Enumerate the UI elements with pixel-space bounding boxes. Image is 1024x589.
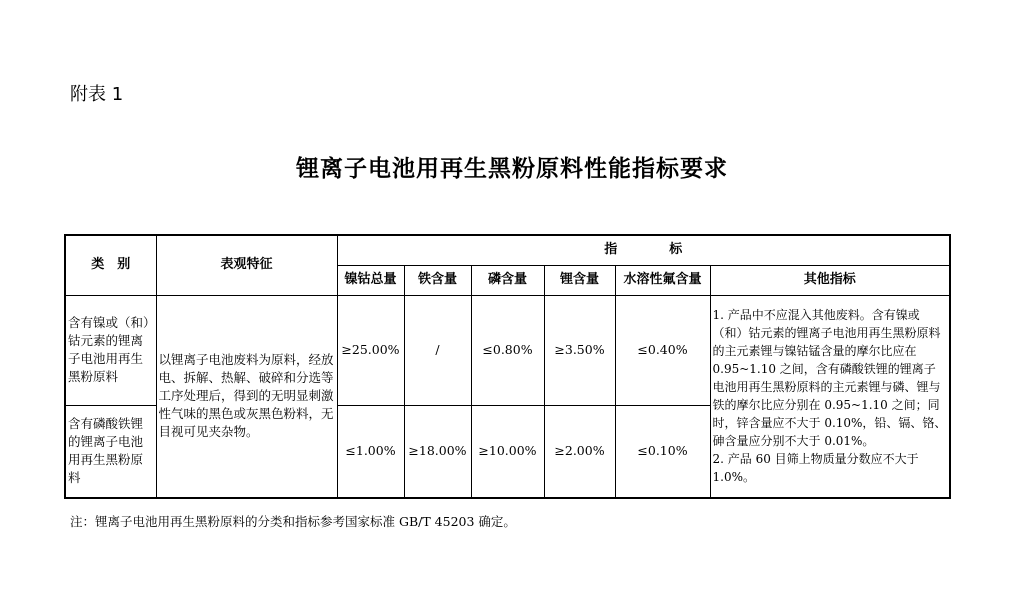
appendix-label: 附表 1 (70, 84, 124, 105)
table-note: 注：锂离子电池用再生黑粉原料的分类和指标参考国家标准 GB/T 45203 确定。 (70, 514, 516, 529)
header-col: 其他指标 (710, 265, 950, 295)
header-col: 磷含量 (471, 265, 544, 295)
cell-value: ≥2.00% (544, 405, 615, 498)
cell-value: ≥3.50% (544, 295, 615, 405)
cell-value: ≤0.80% (471, 295, 544, 405)
cell-value: ≥25.00% (337, 295, 404, 405)
table-row (65, 295, 950, 405)
spec-table (64, 234, 951, 499)
row-category: 含有磷酸铁锂的锂离子电池用再生黑粉原料 (65, 405, 156, 498)
header-row-1 (65, 235, 950, 265)
header-col: 锂含量 (544, 265, 615, 295)
appearance-cell: 以锂离子电池废料为原料，经放电、拆解、热解、破碎和分选等工序处理后，得到的无明显刺激性气味的黑色或灰黑色粉料，无目视可见夹杂物。 (156, 295, 337, 498)
cell-value: ≤1.00% (337, 405, 404, 498)
cell-value: ≥18.00% (404, 405, 471, 498)
header-col: 水溶性氟含量 (615, 265, 710, 295)
cell-value: ≥10.00% (471, 405, 544, 498)
header-col: 镍钴总量 (337, 265, 404, 295)
header-category: 类 别 (65, 235, 156, 295)
cell-value: / (404, 295, 471, 405)
other-indicators-cell: 1. 产品中不应混入其他废料。含有镍或（和）钴元素的锂离子电池用再生黑粉原料的主元素锂与镍钴锰含量的摩尔比应在 0.95~1.10 之间，含有磷酸铁锂的锂离子电池用再生黑粉原料的主元素锂与磷、锂与铁的摩尔比应分别在 0.95~1.10 之间；同时，锌含量应不大于 0.10%，铅、镉、铬、砷含量应分别不大于 0.01%。 2. 产品 60 目筛上物质量分数应不大于 1.0%。 (710, 295, 950, 498)
header-col: 铁含量 (404, 265, 471, 295)
header-indicators: 指 标 (337, 235, 950, 265)
row-category: 含有镍或（和）钴元素的锂离子电池用再生黑粉原料 (65, 295, 156, 405)
cell-value: ≤0.40% (615, 295, 710, 405)
page-title: 锂离子电池用再生黑粉原料性能指标要求 (296, 156, 728, 182)
cell-value: ≤0.10% (615, 405, 710, 498)
header-appearance: 表观特征 (156, 235, 337, 295)
